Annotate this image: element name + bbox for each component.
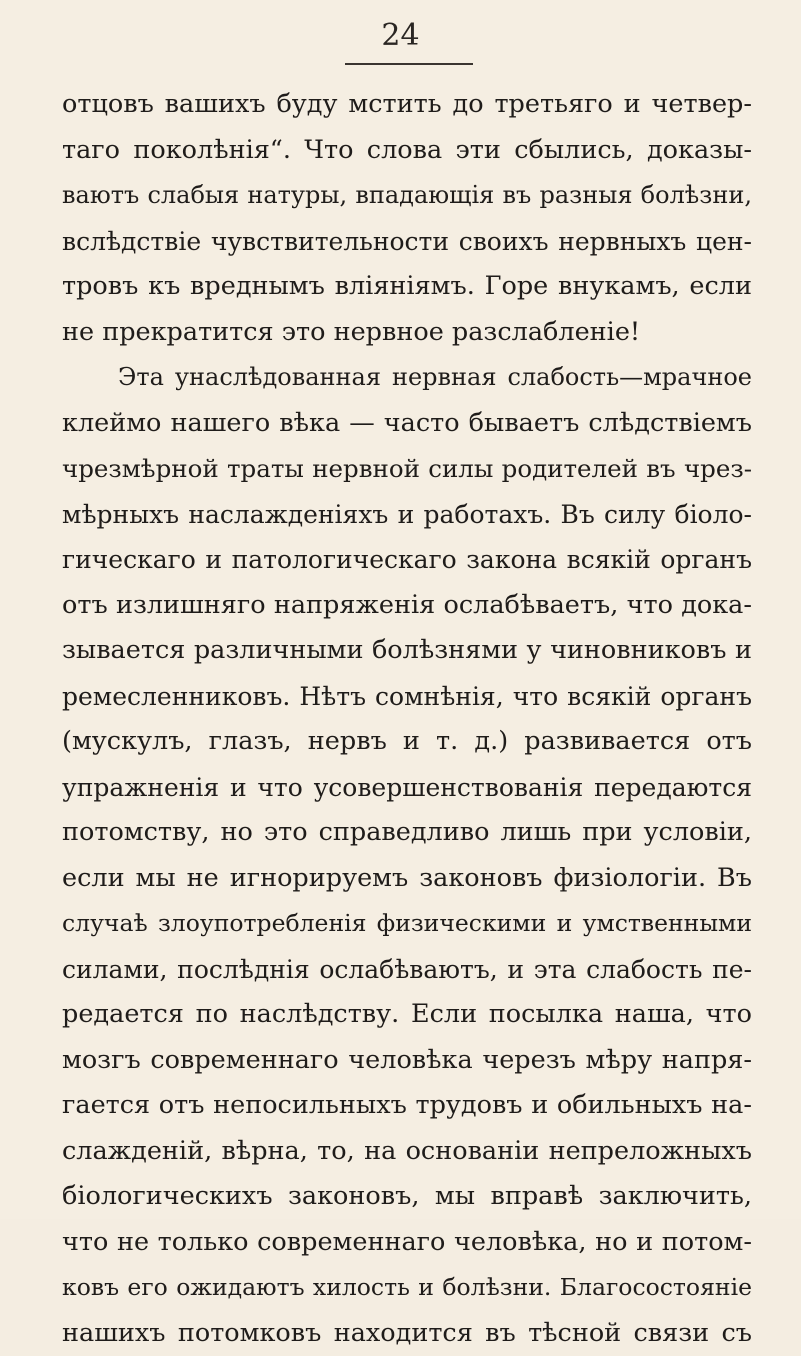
- text-line: потомству, но это справедливо лишь при условіи,: [62, 810, 752, 856]
- text-line: мѣрныхъ наслажденіяхъ и работахъ. Въ силу біоло-: [62, 492, 752, 538]
- body-text: [62, 82, 752, 1356]
- text-line: что не только современнаго человѣка, но и потом-: [62, 1220, 752, 1266]
- text-line: мозгъ современнаго человѣка черезъ мѣру напря-: [62, 1038, 752, 1084]
- text-line: тровъ къ вреднымъ вліяніямъ. Горе внукамъ, если: [62, 264, 752, 310]
- text-line: силами, послѣднія ослабѣваютъ, и эта слабость пе-: [62, 947, 752, 993]
- text-line: таго поколѣнія“. Что слова эти сбылись, доказы-: [62, 128, 752, 174]
- text-line: слажденій, вѣрна, то, на основаніи непреложныхъ: [62, 1129, 752, 1175]
- text-line: ремесленниковъ. Нѣтъ сомнѣнія, что всякій органъ: [62, 674, 752, 720]
- text-line: Эта унаслѣдованная нервная слабость—мрачное: [62, 355, 752, 401]
- text-line: ковъ его ожидаютъ хилость и болѣзни. Благосостояніе: [62, 1265, 752, 1311]
- text-line: клеймо нашего вѣка — часто бываетъ слѣдствіемъ: [62, 401, 752, 447]
- text-line: чрезмѣрной траты нервной силы родителей въ чрез-: [62, 446, 752, 492]
- text-line: гается отъ непосильныхъ трудовъ и обильныхъ на-: [62, 1083, 752, 1129]
- text-line: отцовъ вашихъ буду мстить до третьяго и четвер-: [62, 82, 752, 128]
- text-line: вслѣдствіе чувствительности своихъ нервныхъ цен-: [62, 219, 752, 265]
- header-rule: [345, 63, 473, 65]
- text-line: редается по наслѣдству. Если посылка наша, что: [62, 992, 752, 1038]
- text-line: если мы не игнорируемъ законовъ физіологіи. Въ: [62, 856, 752, 902]
- text-line: біологическихъ законовъ, мы вправѣ заключить,: [62, 1174, 752, 1220]
- text-line: не прекратится это нервное разслабленіе!: [62, 310, 752, 356]
- text-line: упражненія и что усовершенствованія передаются: [62, 765, 752, 811]
- page-number: 24: [0, 18, 801, 54]
- text-line: гическаго и патологическаго закона всякій органъ: [62, 537, 752, 583]
- text-line: зывается различными болѣзнями у чиновниковъ и: [62, 628, 752, 674]
- text-line: (мускулъ, глазъ, нервъ и т. д.) развивается отъ: [62, 719, 752, 765]
- text-line: ваютъ слабыя натуры, впадающія въ разныя болѣзни,: [62, 173, 752, 219]
- text-line: отъ излишняго напряженія ослабѣваетъ, что дока-: [62, 583, 752, 629]
- text-line: нашихъ потомковъ находится въ тѣсной связи съ: [62, 1311, 752, 1356]
- text-line: случаѣ злоупотребленія физическими и умственными: [62, 901, 752, 947]
